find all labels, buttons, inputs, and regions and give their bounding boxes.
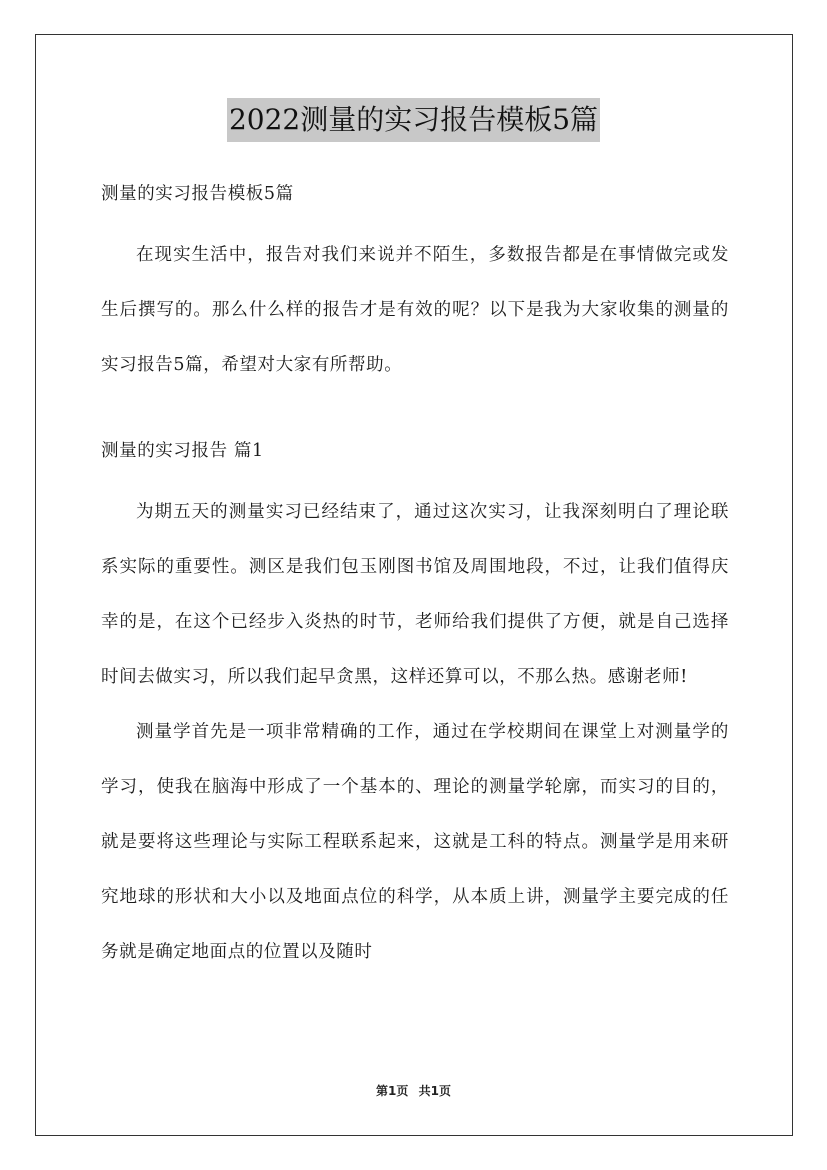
page-number-total: 共1页: [418, 1084, 451, 1098]
title-container: [0, 98, 827, 142]
document-body: [101, 174, 729, 980]
page-number-current: 第1页: [376, 1084, 409, 1098]
section-heading: 测量的实习报告 篇1: [101, 441, 264, 461]
spacer: [101, 393, 729, 431]
document-subtitle: 测量的实习报告模板5篇: [101, 184, 294, 204]
page-footer: [0, 1082, 827, 1099]
document-title: 2022测量的实习报告模板5篇: [227, 98, 600, 142]
body-paragraph-2: 测量学首先是一项非常精确的工作，通过在学校期间在课堂上对测量学的学习，使我在脑海中形成了一个基本的、理论的测量学轮廓，而实习的目的，就是要将这些理论与实际工程联系起来，这就是工科的特点。测量学是用来研究地球的形状和大小以及地面点位的科学，从本质上讲，测量学主要完成的任务就是确定地面点的位置以及随时: [101, 722, 729, 962]
intro-paragraph: 在现实生活中，报告对我们来说并不陌生，多数报告都是在事情做完或发生后撰写的。那么什么样的报告才是有效的呢？以下是我为大家收集的测量的实习报告5篇，希望对大家有所帮助。: [101, 245, 729, 375]
body-paragraph-1: 为期五天的测量实习已经结束了，通过这次实习，让我深刻明白了理论联系实际的重要性。测区是我们包玉刚图书馆及周围地段，不过，让我们值得庆幸的是，在这个已经步入炎热的时节，老师给我们提供了方便，就是自己选择时间去做实习，所以我们起早贪黑，这样还算可以，不那么热。感谢老师!: [101, 502, 729, 687]
